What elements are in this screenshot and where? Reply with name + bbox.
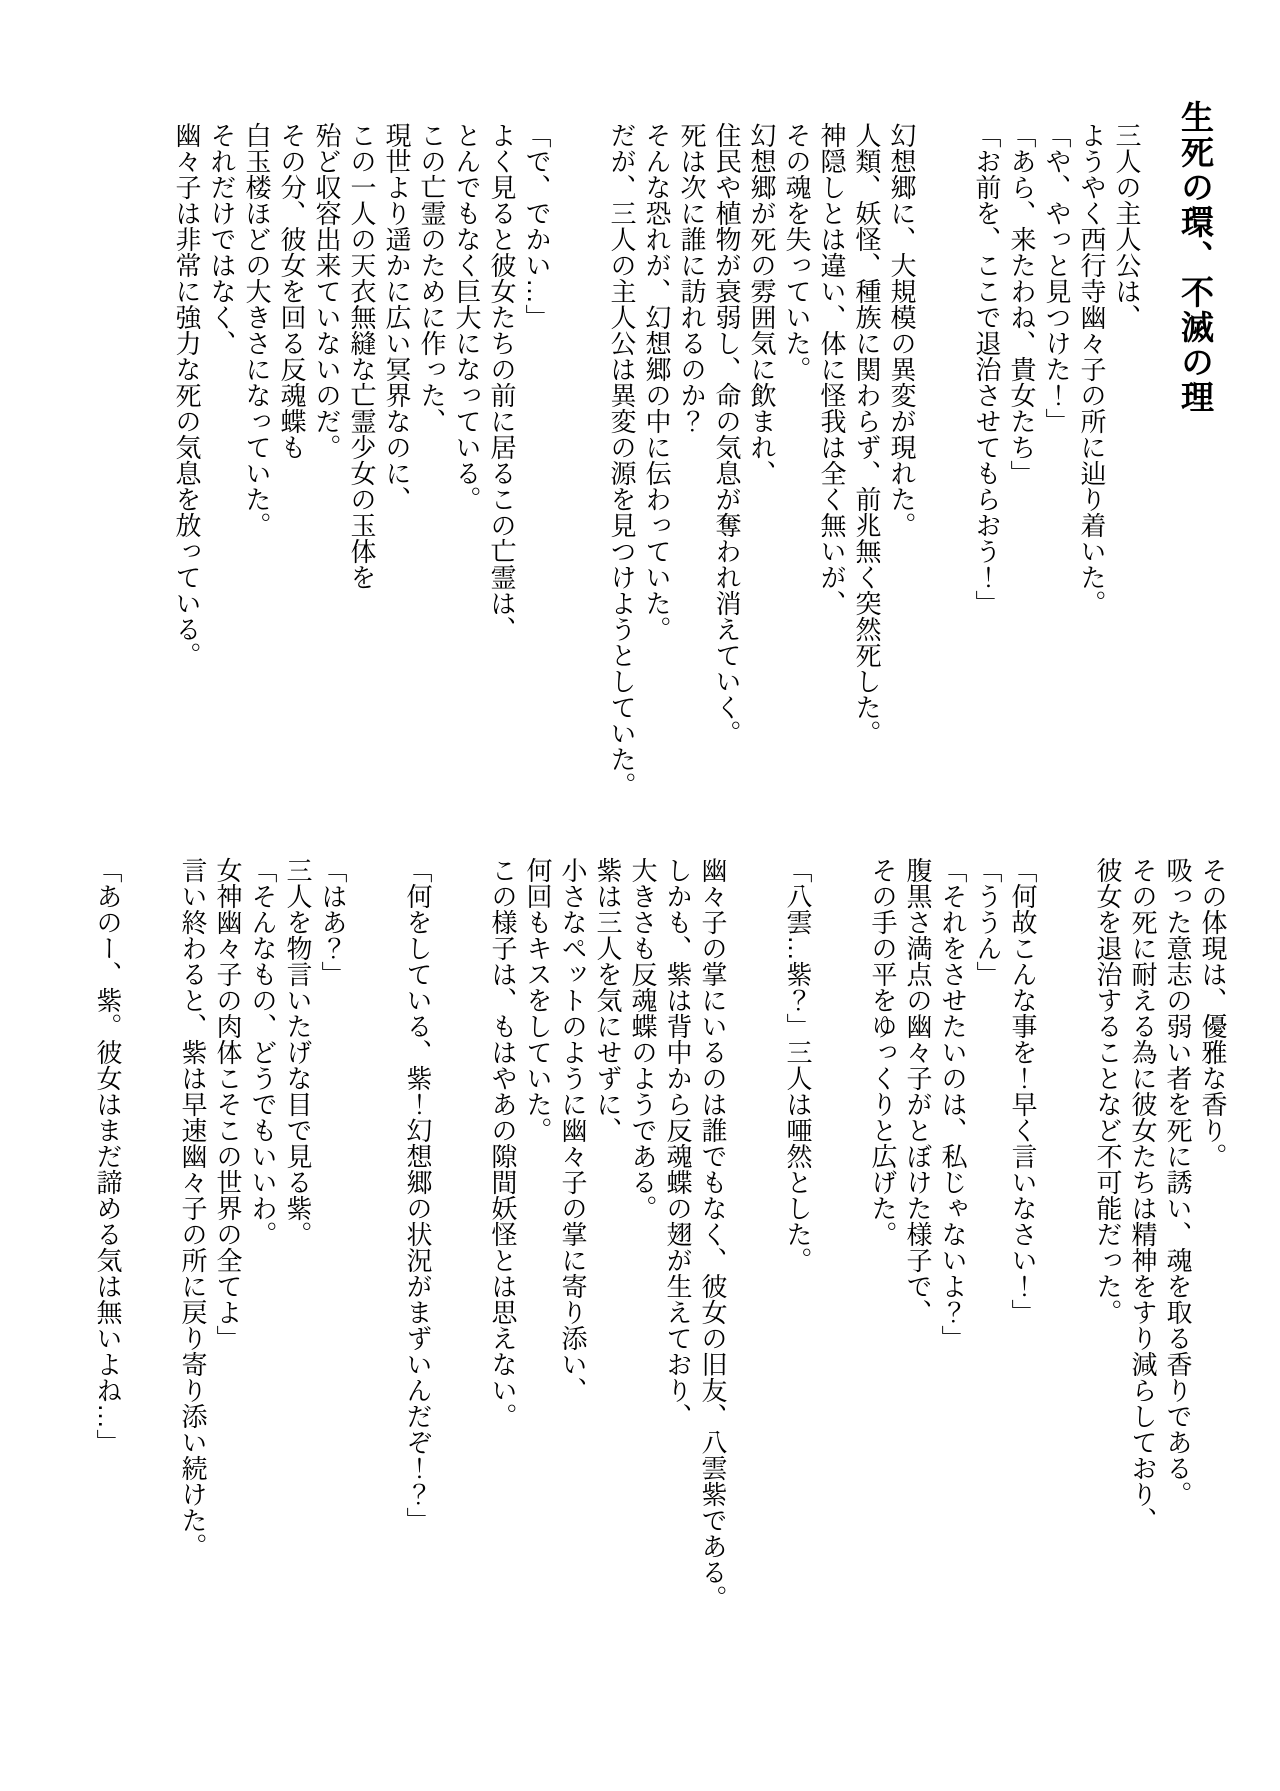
text-line: 腹黒さ満点の幽々子がとぼけた様子で、 — [903, 857, 933, 1325]
text-line: 住民や植物が衰弱し、命の気息が奪われ消えていく。 — [712, 122, 742, 746]
paragraph-incident — [604, 122, 919, 880]
paragraph-questioning — [865, 857, 1040, 1657]
text-line: 「や、やっと見つけた！」 — [1042, 122, 1072, 434]
text-line: 女神幽々子の肉体こそこの世界の全てよ」 — [213, 857, 243, 1351]
text-line: 大きさも反魂蝶のようである。 — [628, 857, 658, 1221]
text-line: 「で、でかい…」 — [522, 122, 552, 330]
text-line: 「何をしている、紫！幻想郷の状況がまずいんだぞ！？」 — [403, 857, 433, 1533]
text-line: その分、彼女を回る反魂蝶も — [277, 122, 307, 460]
section-top — [169, 100, 1216, 880]
text-line: 三人を物言いたげな目で見る紫。 — [283, 857, 313, 1247]
text-line: 「はあ？」 — [318, 857, 348, 987]
text-line: 「お前を、ここで退治させてもらおう！」 — [972, 122, 1002, 616]
text-line: 言い終わると、紫は早速幽々子の所に戻り寄り添い続けた。 — [178, 857, 208, 1559]
paragraph-protest — [400, 857, 435, 1657]
text-line: 「そんなもの、どうでもいいわ。 — [248, 857, 278, 1247]
text-line: よく見ると彼女たちの前に居るこの亡霊は、 — [487, 122, 517, 642]
text-line: その魂を失っていた。 — [782, 122, 812, 382]
text-line: その体現は、優雅な香り。 — [1198, 857, 1228, 1169]
text-line: 殆ど収容出来ていないのだ。 — [312, 122, 342, 460]
text-line: 「八雲…紫？」三人は唖然とした。 — [783, 857, 813, 1273]
text-line: 「ううん」 — [973, 857, 1003, 987]
text-line: 幻想郷が死の雰囲気に飲まれ、 — [747, 122, 777, 486]
paragraph-yukari-reply — [175, 857, 350, 1657]
text-line: 三人の主人公は、 — [1112, 122, 1142, 330]
text-line: 「何故こんな事を！早く言いなさい！」 — [1008, 857, 1038, 1325]
paragraph-giant-ghost — [169, 122, 554, 880]
text-line: この亡霊のために作った、 — [417, 122, 447, 434]
text-line: この様子は、もはやあの隙間妖怪とは思えない。 — [488, 857, 518, 1429]
text-line: 白玉楼ほどの大きさになっていた。 — [242, 122, 272, 538]
text-line: 人類、妖怪、種族に関わらず、前兆無く突然死した。 — [852, 122, 882, 746]
text-line: 幽々子は非常に強力な死の気息を放っている。 — [172, 122, 202, 668]
text-line: しかも、紫は背中から反魂蝶の翅が生えており、 — [663, 857, 693, 1429]
text-line: 紫は三人を気にせずに、 — [593, 857, 623, 1143]
paragraph-yukari-description — [485, 857, 730, 1657]
page-title: 生死の環、不滅の理 — [1176, 100, 1215, 415]
section-bottom — [90, 857, 1230, 1657]
text-line: 「あら、来たわね、貴女たち」 — [1007, 122, 1037, 486]
paragraph-final-remark — [90, 857, 125, 1657]
text-line: それだけではなく、 — [207, 122, 237, 356]
text-line: この一人の天衣無縫な亡霊少女の玉体を — [347, 122, 377, 590]
text-line: その死に耐える為に彼女たちは精神をすり減らしており、 — [1128, 857, 1158, 1533]
text-line: だが、三人の主人公は異変の源を見つけようとしていた。 — [607, 122, 637, 798]
text-line: 「それをさせたいのは、私じゃないよ？」 — [938, 857, 968, 1351]
text-line: 吸った意志の弱い者を死に誘い、魂を取る香りである。 — [1163, 857, 1193, 1507]
text-line: 神隠しとは違い、体に怪我は全く無いが、 — [817, 122, 847, 616]
paragraph-scent — [1090, 857, 1230, 1657]
text-line: 何回もキスをしていた。 — [523, 857, 553, 1143]
paragraph-arrival — [969, 122, 1144, 880]
text-line: そんな恐れが、幻想郷の中に伝わっていた。 — [642, 122, 672, 642]
text-line: 幽々子の掌にいるのは誰でもなく、彼女の旧友、八雲紫である。 — [698, 857, 728, 1611]
text-line: ようやく西行寺幽々子の所に辿り着いた。 — [1077, 122, 1107, 616]
text-line: 彼女を退治することなど不可能だった。 — [1093, 857, 1123, 1325]
text-line: その手の平をゆっくりと広げた。 — [868, 857, 898, 1247]
text-line: 小さなペットのように幽々子の掌に寄り添い、 — [558, 857, 588, 1403]
text-line: 幻想郷に、大規模の異変が現れた。 — [887, 122, 917, 538]
text-line: 死は次に誰に訪れるのか？ — [677, 122, 707, 434]
paragraph-yakumo-reveal — [780, 857, 815, 1657]
text-line: 現世より遥かに広い冥界なのに、 — [382, 122, 412, 512]
text-line: とんでもなく巨大になっている。 — [452, 122, 482, 512]
text-line: 「あのー、紫。彼女はまだ諦める気は無いよね…」 — [93, 857, 123, 1455]
